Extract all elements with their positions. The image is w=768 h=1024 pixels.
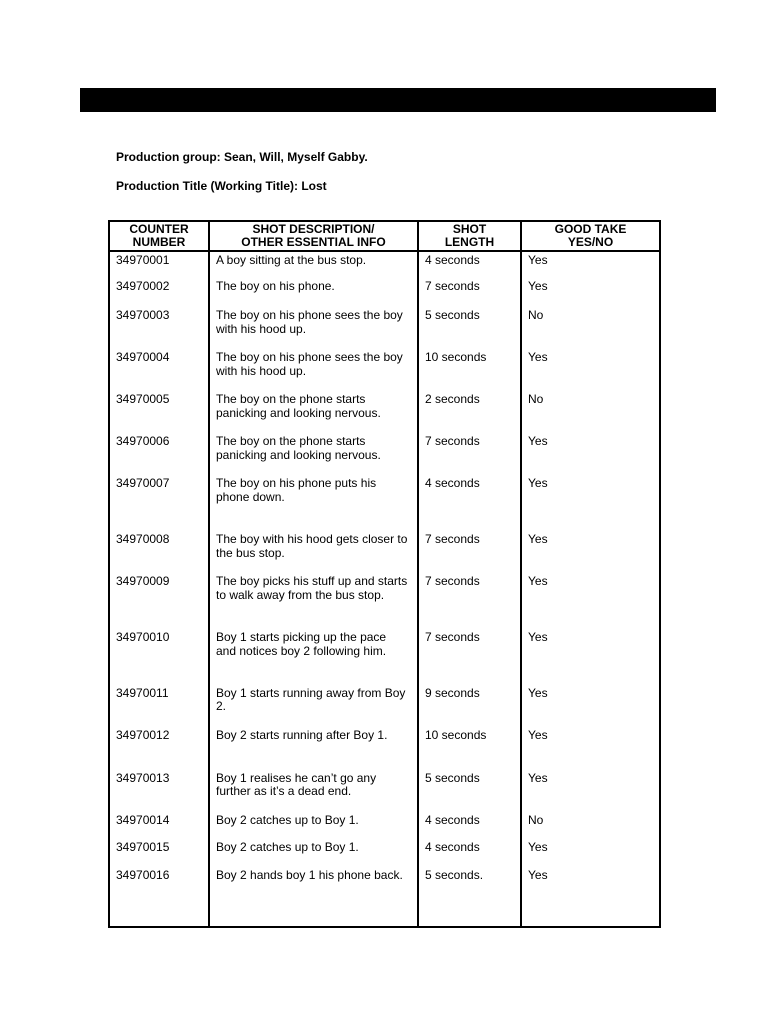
good-take-cell: No xyxy=(521,391,660,433)
length-cell: 5 seconds xyxy=(418,770,521,812)
length-cell: 5 seconds xyxy=(418,307,521,349)
length-cell: 4 seconds xyxy=(418,812,521,839)
table-row xyxy=(109,307,660,349)
description-cell: Boy 2 hands boy 1 his phone back. xyxy=(209,867,418,927)
counter-cell: 34970013 xyxy=(109,770,209,812)
good-take-cell: Yes xyxy=(521,433,660,475)
counter-cell: 34970010 xyxy=(109,629,209,684)
table-row xyxy=(109,531,660,573)
good-take-cell: Yes xyxy=(521,349,660,391)
length-cell: 7 seconds xyxy=(418,433,521,475)
length-cell: 9 seconds xyxy=(418,685,521,727)
counter-cell: 34970014 xyxy=(109,812,209,839)
header-shot-description: SHOT DESCRIPTION/ OTHER ESSENTIAL INFO xyxy=(209,221,418,251)
table-row xyxy=(109,629,660,684)
counter-cell: 34970001 xyxy=(109,251,209,278)
table-row xyxy=(109,573,660,629)
length-cell: 2 seconds xyxy=(418,391,521,433)
table-row xyxy=(109,278,660,307)
table-row xyxy=(109,839,660,867)
table-row xyxy=(109,433,660,475)
length-cell: 4 seconds xyxy=(418,839,521,867)
description-cell: A boy sitting at the bus stop. xyxy=(209,251,418,278)
length-cell: 7 seconds xyxy=(418,278,521,307)
good-take-cell: Yes xyxy=(521,685,660,727)
description-cell: The boy on his phone sees the boy with his hood up. xyxy=(209,349,418,391)
length-cell: 4 seconds xyxy=(418,475,521,531)
good-take-cell: Yes xyxy=(521,839,660,867)
production-title-label: Production Title (Working Title): Lost xyxy=(116,179,327,193)
table-row xyxy=(109,727,660,770)
counter-cell: 34970015 xyxy=(109,839,209,867)
length-cell: 10 seconds xyxy=(418,727,521,770)
good-take-cell: Yes xyxy=(521,770,660,812)
good-take-cell: No xyxy=(521,307,660,349)
table-row xyxy=(109,391,660,433)
length-cell: 7 seconds xyxy=(418,573,521,629)
description-cell: Boy 1 realises he can’t go any further as it’s a dead end. xyxy=(209,770,418,812)
good-take-cell: Yes xyxy=(521,531,660,573)
good-take-cell: Yes xyxy=(521,573,660,629)
good-take-cell: Yes xyxy=(521,727,660,770)
length-cell: 7 seconds xyxy=(418,531,521,573)
counter-cell: 34970006 xyxy=(109,433,209,475)
header-shot-length: SHOT LENGTH xyxy=(418,221,521,251)
length-cell: 10 seconds xyxy=(418,349,521,391)
counter-cell: 34970008 xyxy=(109,531,209,573)
counter-cell: 34970012 xyxy=(109,727,209,770)
table-row xyxy=(109,867,660,927)
table-header-row xyxy=(109,221,660,251)
description-cell: The boy picks his stuff up and starts to walk away from the bus stop. xyxy=(209,573,418,629)
description-cell: Boy 1 starts running away from Boy 2. xyxy=(209,685,418,727)
counter-cell: 34970002 xyxy=(109,278,209,307)
good-take-cell: Yes xyxy=(521,251,660,278)
table-row xyxy=(109,475,660,531)
table-row xyxy=(109,349,660,391)
description-cell: The boy with his hood gets closer to the bus stop. xyxy=(209,531,418,573)
good-take-cell: No xyxy=(521,812,660,839)
length-cell: 7 seconds xyxy=(418,629,521,684)
good-take-cell: Yes xyxy=(521,278,660,307)
description-cell: Boy 2 starts running after Boy 1. xyxy=(209,727,418,770)
counter-cell: 34970004 xyxy=(109,349,209,391)
counter-cell: 34970003 xyxy=(109,307,209,349)
description-cell: The boy on his phone sees the boy with his hood up. xyxy=(209,307,418,349)
shot-log-table xyxy=(108,220,661,928)
length-cell: 4 seconds xyxy=(418,251,521,278)
description-cell: Boy 2 catches up to Boy 1. xyxy=(209,839,418,867)
description-cell: The boy on the phone starts panicking and looking nervous. xyxy=(209,391,418,433)
description-cell: Boy 1 starts picking up the pace and notices boy 2 following him. xyxy=(209,629,418,684)
counter-cell: 34970009 xyxy=(109,573,209,629)
good-take-cell: Yes xyxy=(521,629,660,684)
counter-cell: 34970016 xyxy=(109,867,209,927)
counter-cell: 34970005 xyxy=(109,391,209,433)
good-take-cell: Yes xyxy=(521,867,660,927)
counter-cell: 34970011 xyxy=(109,685,209,727)
table-row xyxy=(109,685,660,727)
description-cell: The boy on his phone. xyxy=(209,278,418,307)
counter-cell: 34970007 xyxy=(109,475,209,531)
length-cell: 5 seconds. xyxy=(418,867,521,927)
description-cell: Boy 2 catches up to Boy 1. xyxy=(209,812,418,839)
header-counter-number: COUNTER NUMBER xyxy=(109,221,209,251)
production-group-label: Production group: Sean, Will, Myself Gabby. xyxy=(116,150,368,164)
table-row xyxy=(109,251,660,278)
description-cell: The boy on his phone puts his phone down. xyxy=(209,475,418,531)
description-cell: The boy on the phone starts panicking and looking nervous. xyxy=(209,433,418,475)
header-bar xyxy=(80,88,716,112)
good-take-cell: Yes xyxy=(521,475,660,531)
table-row xyxy=(109,770,660,812)
table-row xyxy=(109,812,660,839)
header-good-take: GOOD TAKE YES/NO xyxy=(521,221,660,251)
